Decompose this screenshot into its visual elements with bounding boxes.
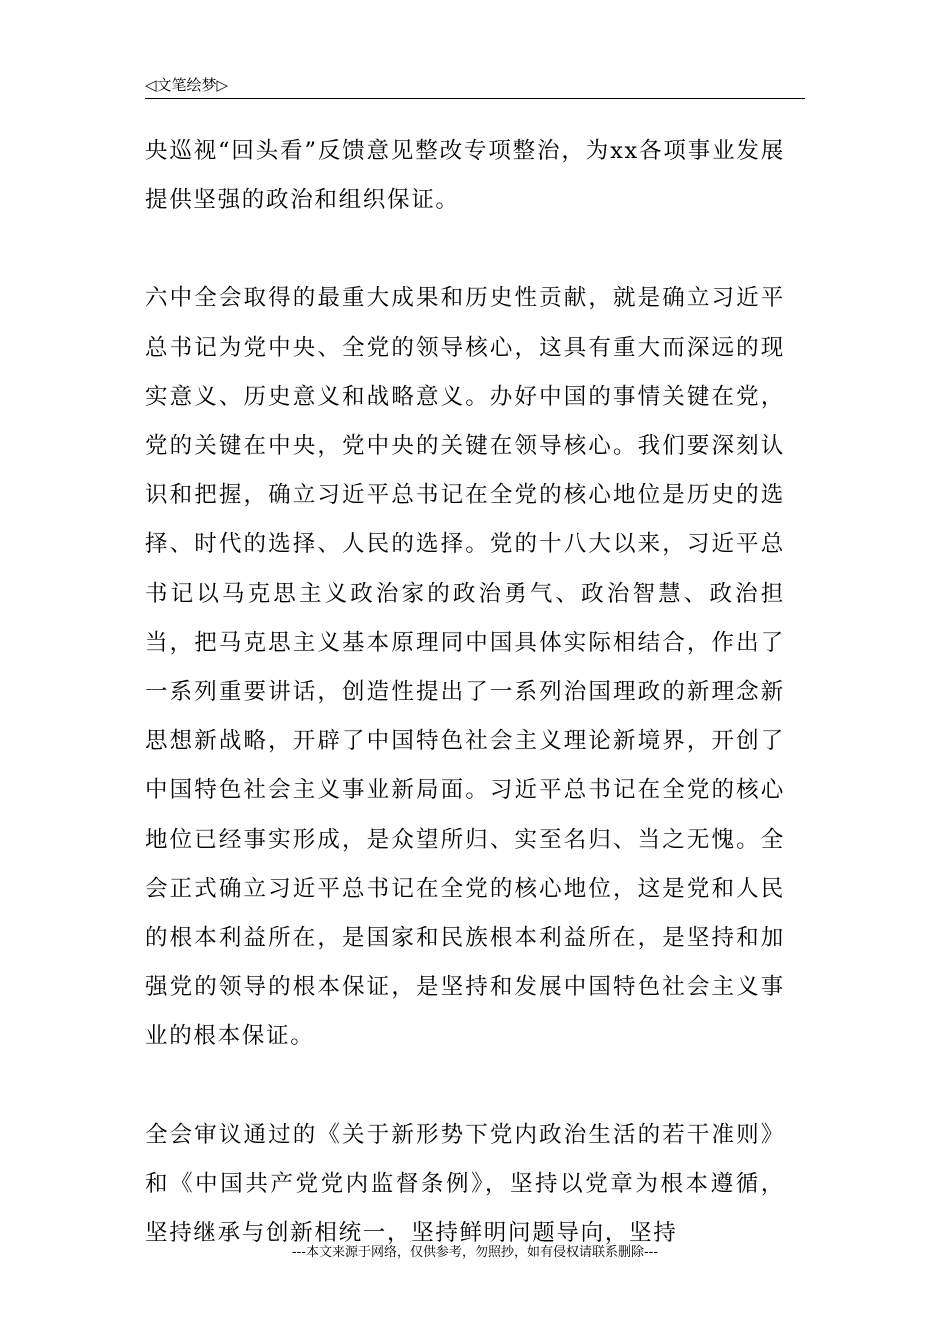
paragraph-3: 全会审议通过的《关于新形势下党内政治生活的若干准则》和《中国共产党党内监督条例》，坚持以党章为根本遵循，坚持继承与创新相统一，坚持鲜明问题导向，坚持 (145, 1121, 785, 1247)
document-body (145, 127, 785, 1258)
header-logo-text: ◁文笔绘梦▷ (145, 76, 229, 94)
paragraph-1: 央巡视“回头看”反馈意见整改专项整治，为xx各项事业发展提供坚强的政治和组织保证。 (145, 138, 785, 214)
page-footer-notice: ---本文来源于网络，仅供参考，勿照抄，如有侵权请联系删除--- (291, 1245, 659, 1260)
paragraph-2: 六中全会取得的最重大成果和历史性贡献，就是确立习近平总书记为党中央、全党的领导核心，这具有重大而深远的现实意义、历史意义和战略意义。办好中国的事情关键在党，党的关键在中央，党中央的关键在领导核心。我们要深刻认识和把握，确立习近平总书记在全党的核心地位是历史的选择、时代的选择、人民的选择。党的十八大以来，习近平总书记以马克思主义政治家的政治勇气、政治智慧、政治担当，把马克思主义基本原理同中国具体实际相结合，作出了一系列重要讲话，创造性提出了一系列治国理政的新理念新思想新战略，开辟了中国特色社会主义理论新境界，开创了中国特色社会主义事业新局面。习近平总书记在全党的核心地位已经事实形成，是众望所归、实至名归、当之无愧。全会正式确立习近平总书记在全党的核心地位，这是党和人民的根本利益所在，是国家和民族根本利益所在，是坚持和加强党的领导的根本保证，是坚持和发展中国特色社会主义事业的根本保证。 (145, 285, 785, 1050)
page-header (145, 76, 805, 99)
